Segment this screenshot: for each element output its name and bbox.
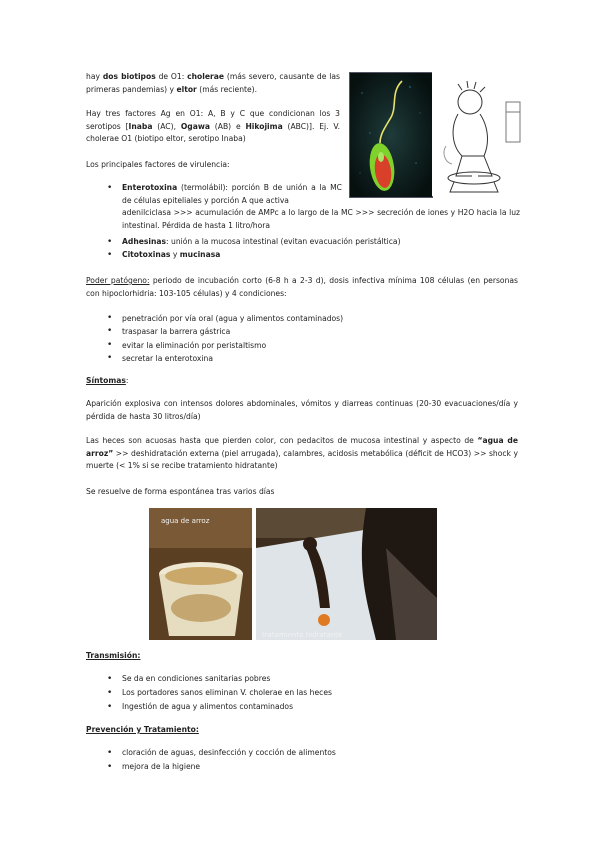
intro-serotypes: Hay tres factores Ag en O1: A, B y C que condicionan los 3 serotipos [Inaba (AC), Ogawa (AB) e Hikojima (ABC)]. Ej. V. cholerae O1 (biotipo eltor, serotipo Inaba) xyxy=(86,109,340,144)
rice-water-photo xyxy=(149,508,252,640)
caption-rice-water: agua de arroz xyxy=(161,517,210,525)
term-cholerae: cholerae xyxy=(187,72,225,81)
prevention-heading: Prevención y Tratamiento: xyxy=(86,725,199,734)
list-item: • Se da en condiciones sanitarias pobres xyxy=(86,672,518,686)
list-item: • secretar la enterotoxina xyxy=(86,352,518,365)
list-item: • penetración por vía oral (agua y alimentos contaminados) xyxy=(86,312,518,325)
list-item: • Enterotoxina (termolábil): porción B de unión a la MC de células epiteliales y porción A que activa xyxy=(86,182,342,207)
symptoms-p2: Las heces son acuosas hasta que pierden color, con pedacitos de mucosa intestinal y aspecto de “agua de arroz” >> deshidratación externa (piel arrugada), calambres, acidosis metabólica (déficit de HCO3) >> shock y muerte (< 1% si se recibe tratamiento hidratante) xyxy=(86,436,519,471)
sick-person-cartoon xyxy=(432,72,522,196)
list-item: • Los portadores sanos eliminan V. cholerae en las heces xyxy=(86,686,518,700)
transmission-heading: Transmisión: xyxy=(86,651,141,660)
prevention-list xyxy=(86,746,518,774)
pathogen-heading: Poder patógeno: xyxy=(86,276,150,285)
symptoms-p1: Aparición explosiva con intensos dolores abdominales, vómitos y diarreas continuas (20-30 evacuaciones/día y pérdida de hasta 30 litros/día) xyxy=(86,399,518,421)
term-eltor: eltor xyxy=(176,84,197,94)
list-item: • Adhesinas: unión a la mucosa intestinal (evitan evacuación peristáltica) xyxy=(86,236,518,249)
list-item: • traspasar la barrera gástrica xyxy=(86,325,518,338)
symptoms-heading: Síntomas: xyxy=(86,376,129,385)
virulence-item1-continuation: adenilciclasa >>> acumulación de AMPc a lo largo de la MC >>> secreción de iones y H2O hacia la luz intestinal. Pérdida de hasta 1 litro/hora xyxy=(122,208,520,230)
vibrio-micrograph xyxy=(349,72,433,198)
virulence-list xyxy=(86,182,518,207)
symptoms-p3: Se resuelve de forma espontánea tras varios días xyxy=(86,487,275,496)
list-item: • mejora de la higiene xyxy=(86,760,518,774)
pathogen-paragraph: Poder patógeno: periodo de incubación corto (6-8 h a 2-3 d), dosis infectiva mínima 108 células (en personas con hipoclorhidria: 103-105 células) y 4 condiciones: xyxy=(86,276,518,298)
caption-rehydration: tratamiento hidratante xyxy=(262,631,343,639)
list-item: • Citotoxinas y mucinasa xyxy=(86,249,518,262)
list-item: • evitar la eliminación por peristaltismo xyxy=(86,339,518,352)
virulence-list-rest xyxy=(86,236,518,261)
list-item: • Ingestión de agua y alimentos contaminados xyxy=(86,700,518,714)
term-biotipos: dos biotipos xyxy=(102,72,156,81)
list-item: • cloración de aguas, desinfección y cocción de alimentos xyxy=(86,746,518,760)
transmission-list xyxy=(86,672,518,714)
intro-biotypes: hay dos biotipos de O1: cholerae (más severo, causante de las primeras pandemias) y eltor (más reciente). xyxy=(86,72,340,94)
pathogen-conditions xyxy=(86,312,518,365)
virulence-intro: Los principales factores de virulencia: xyxy=(86,160,230,169)
rehydration-photo xyxy=(256,508,437,640)
